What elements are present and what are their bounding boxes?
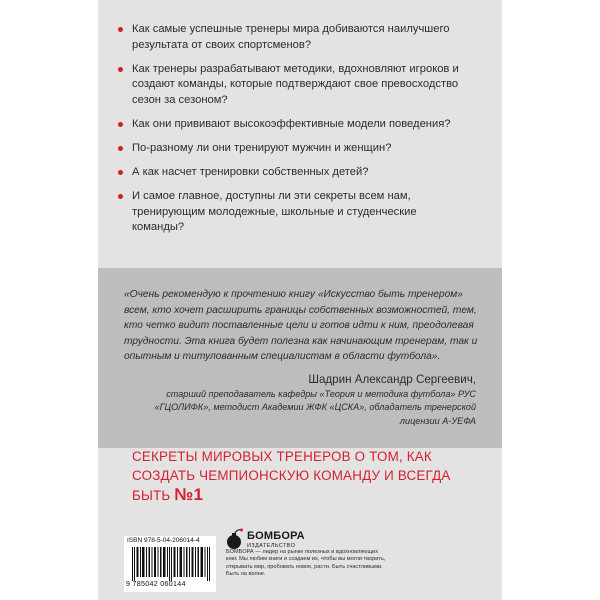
barcode-number: 9 785042 060144: [126, 580, 186, 588]
barcode-icon: [132, 547, 212, 581]
question-item: И самое главное, доступны ли эти секреты всем нам, тренирующим молодежные, школьные и студенческие команды?: [132, 189, 462, 236]
question-item: А как насчет тренировки собственных детей?: [132, 165, 462, 181]
question-list: [132, 22, 462, 245]
barcode: [124, 536, 216, 592]
review-author: Шадрин Александр Сергеевич,: [308, 373, 476, 386]
question-item: Как тренеры разрабатывают методики, вдохновляют игроков и создают команды, которые подтверждают свое превосходство сезон за сезоном?: [132, 62, 462, 109]
question-item: По-разному ли они тренируют мужчин и женщин?: [132, 141, 462, 157]
review-quote: «Очень рекомендую к прочтению книгу «Искусство быть тренером» всем, кто хочет расширить границы собственных возможностей, тем, кто четко видит поставленные цели и готов идти к ним, преодолевая трудности. Эта книга будет полезна как начинающим тренерам, так и опытным и титулованным специалистам в области футбола».: [124, 289, 478, 363]
question-item: Как они прививают высокоэффективные модели поведения?: [132, 117, 462, 133]
review-author-credentials: старший преподаватель кафедры «Теория и методика футбола» РУС «ГЦОЛИФК», методист Академии ЖФК «ЦСКА», обладатель тренерской лицензии А-УЕФА: [154, 389, 476, 426]
tagline: [132, 447, 462, 505]
tagline-number: №1: [174, 485, 204, 504]
publisher-description: БОМБОРА — лидер на рынке полезных и вдохновляющих книг. Мы любим книги и создаем их, чтобы вы могли творить, открывать мир, пробовать новое, расти. Быть счастливыми. Быть на волне.: [226, 549, 386, 577]
publisher-name: БОМБОРА: [247, 530, 305, 542]
bomb-icon: [226, 528, 244, 550]
isbn-label: ISBN 978-5-04-206014-4: [127, 537, 200, 544]
question-item: Как самые успешные тренеры мира добиваются наилучшего результата от своих спортсменов?: [132, 22, 462, 53]
tagline-text: СЕКРЕТЫ МИРОВЫХ ТРЕНЕРОВ О ТОМ, КАК СОЗДАТЬ ЧЕМПИОНСКУЮ КОМАНДУ И ВСЕГДА БЫТЬ: [132, 449, 451, 503]
publisher-subtitle: ИЗДАТЕЛЬСТВО: [247, 543, 296, 549]
